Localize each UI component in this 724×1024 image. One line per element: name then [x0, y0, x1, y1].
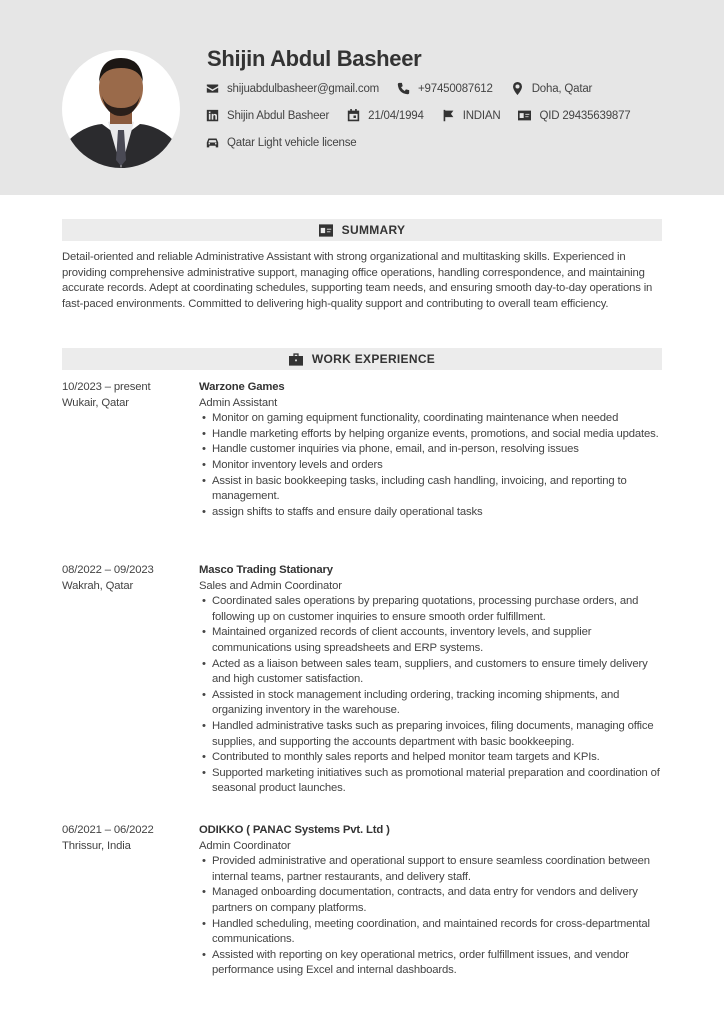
- phone-icon: [397, 82, 410, 95]
- job-bullet: • Supported marketing initiatives such as promotional material preparation and coordination of seasonal product launches.: [199, 766, 667, 797]
- job-bullet: • Monitor inventory levels and orders: [199, 458, 667, 474]
- dob-item: [347, 109, 424, 122]
- job-details: [199, 823, 667, 979]
- dob-text: 21/04/1994: [368, 109, 424, 122]
- id-card-icon: [319, 224, 333, 237]
- job-bullet: • Handled scheduling, meeting coordination, and maintained records for cross-departmental communications.: [199, 917, 667, 948]
- contact-row-3: [206, 136, 374, 149]
- car-icon: [206, 136, 219, 149]
- email-item[interactable]: [206, 82, 379, 95]
- email-text: shijuabdulbasheer@gmail.com: [227, 82, 380, 95]
- job-meta: [62, 380, 192, 411]
- envelope-icon: [206, 82, 219, 95]
- id-card-icon: [518, 109, 531, 122]
- phone-text: +97450087612: [418, 82, 493, 95]
- job-meta: [62, 823, 192, 854]
- job-bullets: [199, 854, 667, 979]
- summary-title: SUMMARY: [341, 223, 406, 237]
- nationality-text: INDIAN: [462, 109, 501, 122]
- job-bullet: • Assisted with reporting on key operational metrics, order fulfillment issues, and vendor performance using Excel and internal dashboards.: [199, 948, 667, 979]
- job-meta: [62, 563, 192, 594]
- profile-photo: [62, 50, 180, 168]
- job-location: Wakrah, Qatar: [62, 579, 134, 592]
- job-bullets: [199, 411, 667, 520]
- license-item: [206, 136, 356, 149]
- briefcase-icon: [289, 353, 303, 366]
- job-entry: [62, 380, 667, 520]
- nationality-item: [442, 109, 501, 122]
- contact-row-2: [206, 109, 648, 122]
- job-bullet: • Provided administrative and operational support to ensure seamless coordination between internal teams, partner restaurants, and delivery staff.: [199, 854, 667, 885]
- calendar-icon: [347, 109, 360, 122]
- location-item: [511, 82, 592, 95]
- linkedin-item[interactable]: [206, 109, 329, 122]
- phone-item: [397, 82, 493, 95]
- license-text: Qatar Light vehicle license: [227, 136, 357, 149]
- map-pin-icon: [511, 82, 524, 95]
- experience-section-header: [62, 348, 662, 370]
- job-bullet: • Handled administrative tasks such as preparing invoices, filing documents, managing office supplies, and supporting the accounts department with basic bookkeeping.: [199, 719, 667, 750]
- linkedin-icon: [206, 109, 219, 122]
- summary-section-header: [62, 219, 662, 241]
- job-details: [199, 563, 667, 797]
- job-entry: [62, 563, 667, 797]
- job-bullet: • Contributed to monthly sales reports and helped monitor team targets and KPIs.: [199, 750, 667, 766]
- job-role: Admin Coordinator: [199, 839, 291, 852]
- job-location: Thrissur, India: [62, 839, 131, 852]
- job-details: [199, 380, 667, 520]
- job-bullet: • Assist in basic bookkeeping tasks, including cash handling, invoicing, and reporting to management.: [199, 474, 667, 505]
- location-text: Doha, Qatar: [531, 82, 593, 95]
- job-role: Admin Assistant: [199, 396, 278, 409]
- job-bullet: • Managed onboarding documentation, contracts, and data entry for vendors and delivery partners on company platforms.: [199, 885, 667, 916]
- job-location: Wukair, Qatar: [62, 396, 129, 409]
- company-name: Masco Trading Stationary: [199, 564, 333, 576]
- flag-icon: [442, 109, 455, 122]
- company-name: Warzone Games: [199, 381, 285, 393]
- qid-text: QID 29435639877: [539, 109, 631, 122]
- contact-row-1: [206, 82, 610, 95]
- candidate-name: Shijin Abdul Basheer: [207, 46, 422, 71]
- company-name: ODIKKO ( PANAC Systems Pvt. Ltd ): [199, 824, 390, 836]
- job-dates: 10/2023 – present: [62, 381, 151, 393]
- job-bullet: • Monitor on gaming equipment functionality, coordinating maintenance when needed: [199, 411, 667, 427]
- header: [0, 0, 724, 195]
- job-role: Sales and Admin Coordinator: [199, 579, 342, 592]
- job-bullet: • Coordinated sales operations by preparing quotations, processing purchase orders, and following up on customer inquiries to ensure smooth order fulfillment.: [199, 594, 667, 625]
- qid-item: [518, 109, 630, 122]
- experience-title: WORK EXPERIENCE: [311, 352, 436, 366]
- summary-text: Detail-oriented and reliable Administrative Assistant with strong organizational and multitasking skills. Experienced in providing comprehensive administrative support, managing office operations, handling correspondence, and maintaining accurate records. Adept at coordinating schedules, supporting team needs, and ensuring smooth day-to-day operations in fast-paced environments. Committed to delivering high-quality support and contributing to overall team efficiency.: [62, 251, 653, 311]
- job-bullet: • Assisted in stock management including ordering, tracking incoming shipments, and organizing inventory in the warehouse.: [199, 688, 667, 719]
- job-dates: 06/2021 – 06/2022: [62, 824, 154, 836]
- job-bullet: • Acted as a liaison between sales team, suppliers, and customers to ensure timely delivery and high customer satisfaction.: [199, 657, 667, 688]
- linkedin-text: Shijin Abdul Basheer: [227, 109, 330, 122]
- job-bullets: [199, 594, 667, 797]
- job-dates: 08/2022 – 09/2023: [62, 564, 154, 576]
- job-bullet: • Maintained organized records of client accounts, inventory levels, and supplier communications using spreadsheets and ERP systems.: [199, 625, 667, 656]
- job-entry: [62, 823, 667, 979]
- job-bullet: • assign shifts to staffs and ensure daily operational tasks: [199, 505, 667, 521]
- job-bullet: • Handle customer inquiries via phone, email, and in-person, resolving issues: [199, 442, 667, 458]
- job-bullet: • Handle marketing efforts by helping organize events, promotions, and social media updates.: [199, 427, 667, 443]
